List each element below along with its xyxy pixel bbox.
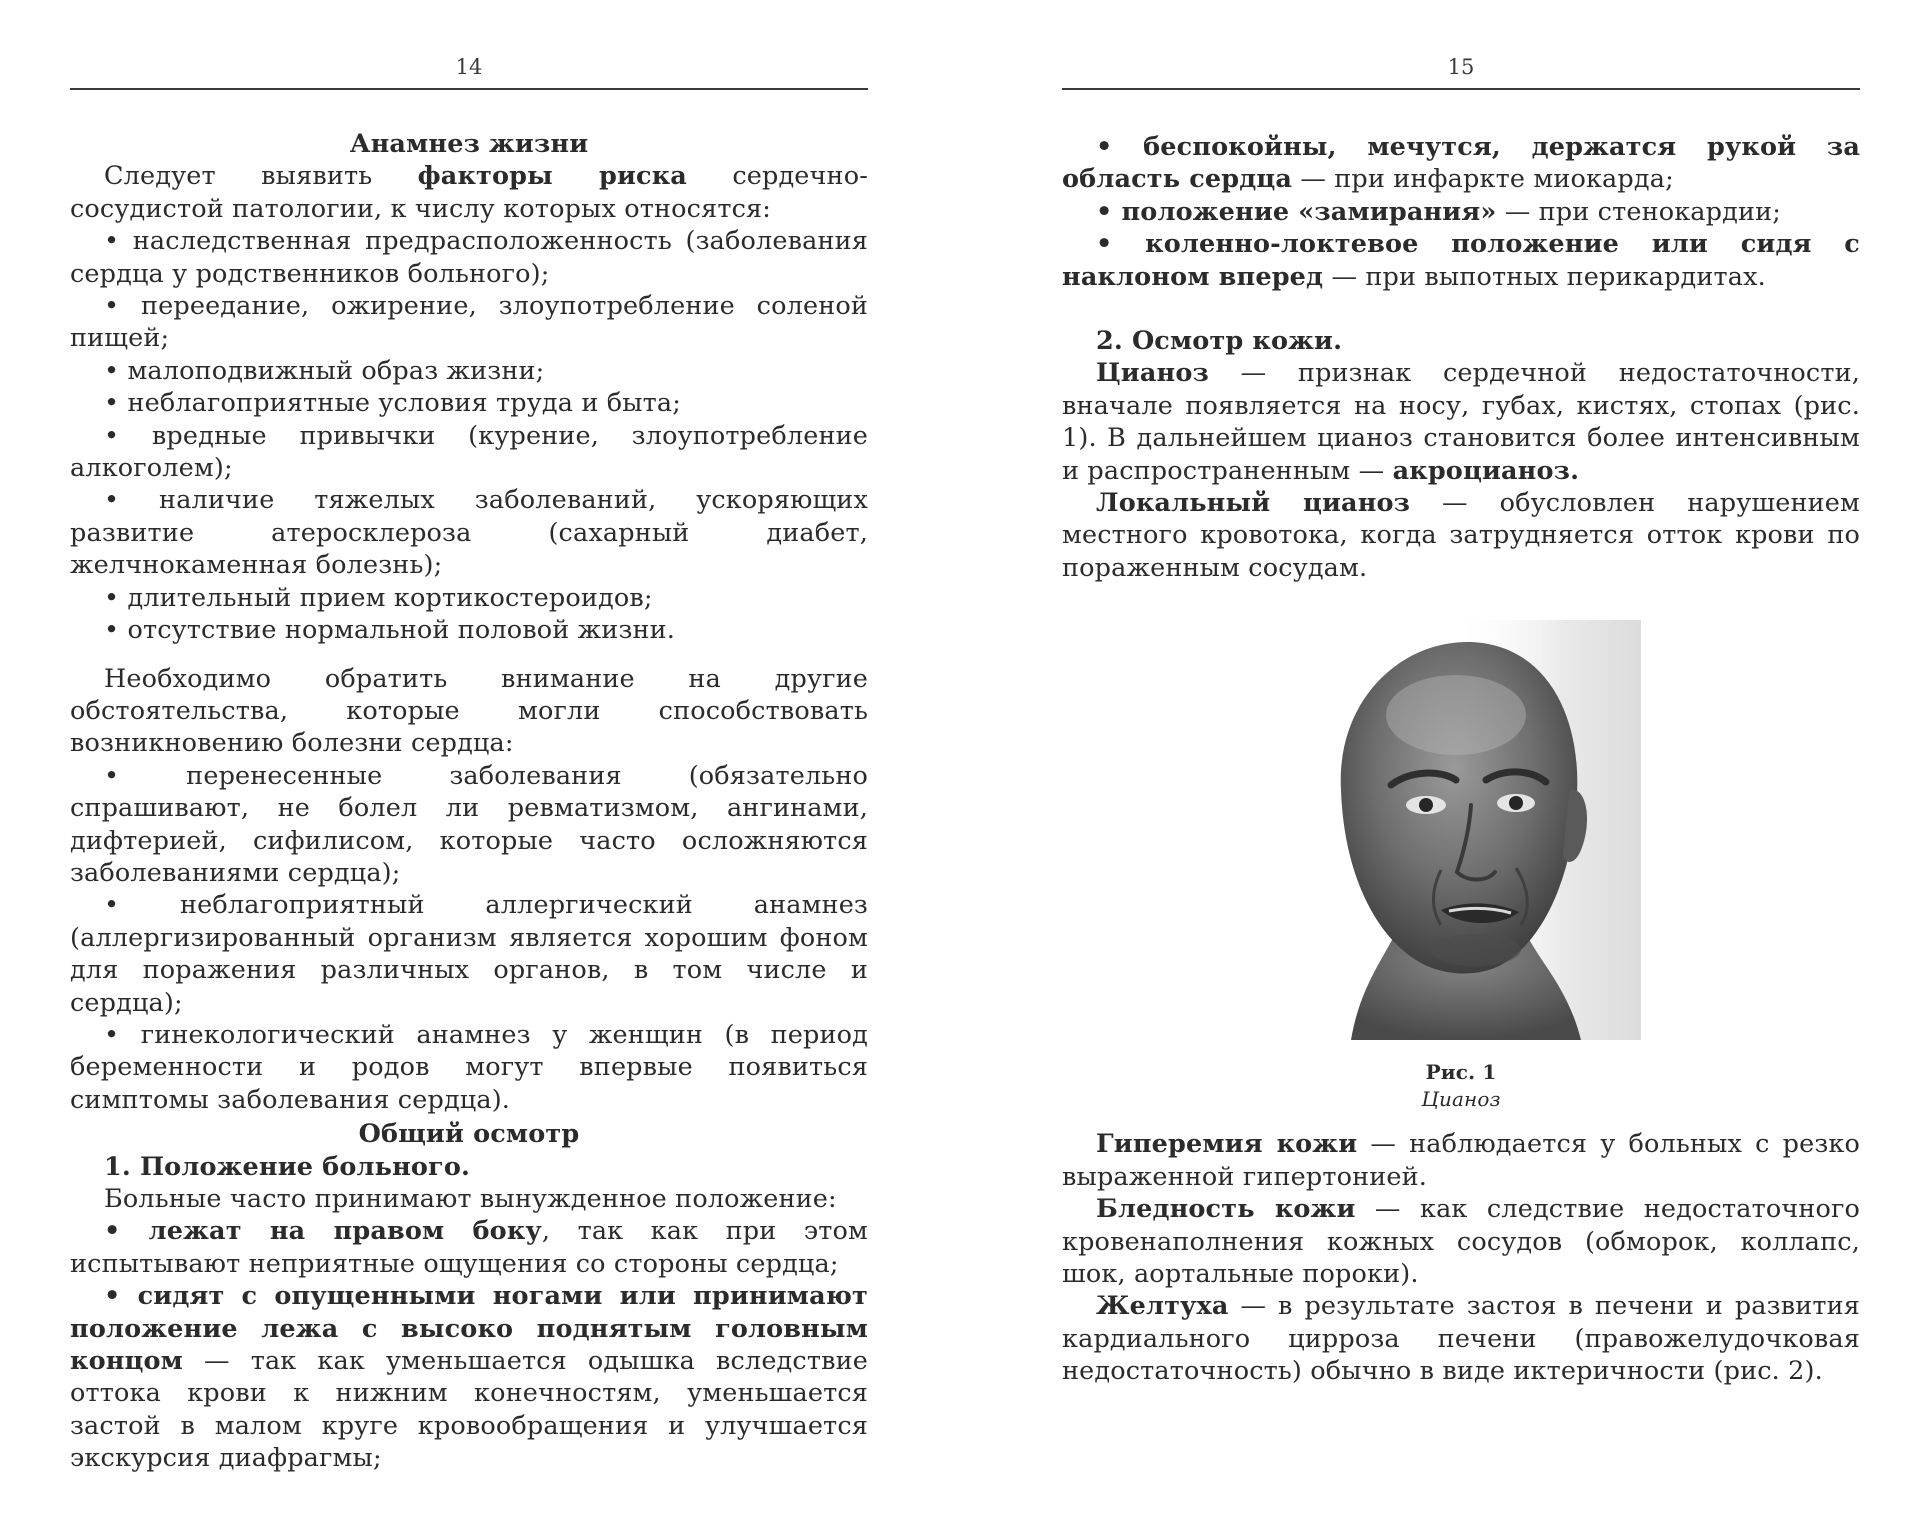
position-intro: Больные часто принимают вынужденное положение:: [104, 1184, 837, 1214]
section-title-life-history: Анамнез жизни: [349, 129, 589, 159]
jaundice-paragraph: Желтуха — в результате застоя в печени и развития кардиального цирроза печени (правожелудочковая недостаточность) обычно в виде иктеричности (рис. 2).: [1062, 1291, 1860, 1387]
right-page-text: [1062, 131, 1860, 1388]
header-rule-right: [1062, 88, 1860, 90]
circumstances-intro: Необходимо обратить внимание на другие обстоятельства, которые могли способствовать возникновению болезни сердца:: [70, 663, 868, 759]
cyanosis-paragraph: Цианоз — признак сердечной недостаточности, вначале появляется на носу, губах, кистях, стопах (рис. 1). В дальнейшем цианоз становится более интенсивным и распространенным — акроцианоз.: [1062, 358, 1860, 486]
list-item: • лежат на правом боку, так как при этом испытывают неприятные ощущения со стороны сердца;: [70, 1216, 868, 1279]
subsection-title-position: 1. Положение больного.: [104, 1151, 471, 1182]
list-item: • перенесенные заболевания (обязательно спрашивают, не болел ли ревматизмом, ангинами, дифтерией, сифилисом, которые часто осложняются заболеваниями сердца);: [70, 760, 868, 888]
list-item: • длительный прием кортикостероидов;: [104, 582, 653, 613]
page-number-right: 15: [1447, 55, 1475, 79]
spacer: [70, 647, 868, 663]
list-item: • неблагоприятные условия труда и быта;: [104, 388, 682, 419]
pallor-paragraph: Бледность кожи — как следствие недостаточного кровенаполнения кожных сосудов (обморок, коллапс, шок, аортальные пороки).: [1062, 1194, 1860, 1289]
list-item: • сидят с опущенными ногами или принимают положение лежа с высоко поднятым головным концом — так как уменьшается одышка вследствие оттока крови к нижним конечностям, уменьшается застой в малом круге кровообращения и улучшается экскурсия диафрагмы;: [70, 1281, 868, 1474]
figure-caption: Цианоз: [1421, 1087, 1501, 1112]
right-page: [1062, 0, 1860, 1531]
list-item: • наследственная предрасположенность (заболевания сердца у родственников больного);: [70, 226, 868, 289]
figure-cyanosis: [1062, 620, 1860, 1112]
list-item: • положение «замирания» — при стенокардии;: [1096, 196, 1782, 227]
list-item: • малоподвижный образ жизни;: [104, 355, 545, 386]
list-item: • коленно-локтевое положение или сидя с наклоном вперед — при выпотных перикардитах.: [1062, 229, 1860, 292]
risk-factors-intro: Следует выявить факторы риска сердечно-сосудистой патологии, к числу которых относятся:: [70, 161, 868, 224]
list-item: • беспокойны, мечутся, держатся рукой за область сердца — при инфаркте миокарда;: [1062, 132, 1860, 195]
spacer: [1062, 1112, 1860, 1128]
spacer: [1062, 293, 1860, 325]
hyperemia-paragraph: Гиперемия кожи — наблюдается у больных с резко выраженной гипертонией.: [1062, 1129, 1860, 1192]
cyanosis-face-illustration: [1281, 620, 1641, 1050]
page-number-left: 14: [455, 55, 483, 79]
figure-label: Рис. 1: [1425, 1060, 1497, 1085]
list-item: • наличие тяжелых заболеваний, ускоряющих развитие атеросклероза (сахарный диабет, желчнокаменная болезнь);: [70, 485, 868, 581]
left-page-text: [70, 128, 868, 1475]
list-item: • неблагоприятный аллергический анамнез (аллергизированный организм является хорошим фоном для поражения различных органов, в том числе и сердца);: [70, 890, 868, 1018]
section-title-general-exam: Общий осмотр: [358, 1119, 580, 1150]
list-item: • вредные привычки (курение, злоупотребление алкоголем);: [70, 420, 868, 484]
list-item: • гинекологический анамнез у женщин (в период беременности и родов могут впервые появиться симптомы заболевания сердца).: [70, 1019, 868, 1115]
list-item: • переедание, ожирение, злоупотребление соленой пищей;: [70, 291, 868, 354]
header-rule-left: [70, 88, 868, 90]
local-cyanosis-paragraph: Локальный цианоз — обусловлен нарушением местного кровотока, когда затрудняется отток крови по пораженным сосудам.: [1062, 488, 1861, 583]
left-page: [70, 0, 868, 1531]
subsection-title-skin: 2. Осмотр кожи.: [1096, 326, 1343, 357]
list-item: • отсутствие нормальной половой жизни.: [104, 615, 676, 646]
